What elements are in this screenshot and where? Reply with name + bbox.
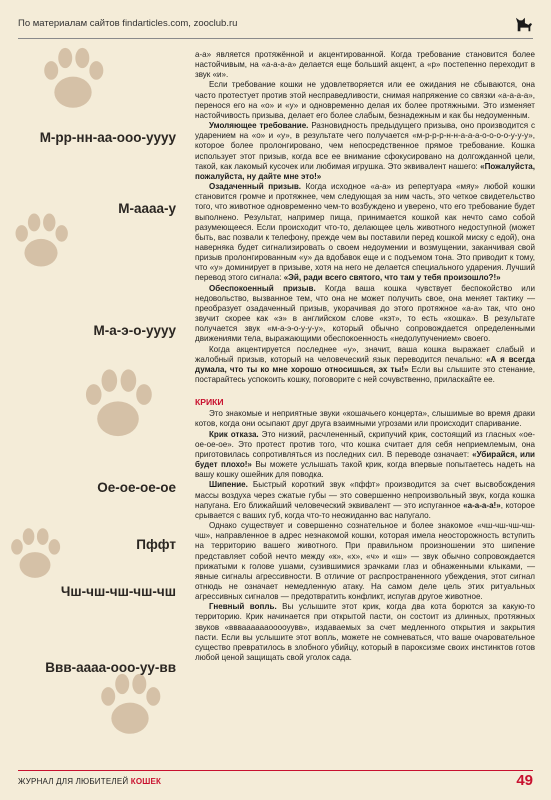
subsection-title: Шипение. [209, 480, 248, 490]
article-paragraph: Гневный вопль. Вы услышите этот крик, когда два кота борются за какую-то территорию. Крик начинается при открытой пасти, он состоит из длинных, протяжных звуков «вввааааааооооуувв», издаваемых за счет медленного открытия и закрытия пасти. Если вы услышите этот вопль, можете не сомневаться, что ваше очаровательное существо превратилось в злобного убийцу, который в пароксизме своих инстинктов готов любой ценой защищать свой уголок сада. [195, 602, 535, 663]
article-paragraph: Это знакомые и неприятные звуки «кошачьего концерта», слышимые во время драки котов, когда они осыпают друг друга взаимными угрозами или происходит спаривание. [195, 409, 535, 429]
article-paragraph: Если требование кошки не удовлетворяется или ее ожидания не сбываются, она часто протестует против этой несправедливости, снимая напряжение со связки «а-а-а-а», перенося его на «о» и «у» и одновременно делая их более протяжными. Это изменяет настойчивость призыва, делает его более слабым, безнадежным и как бы недоуменным. [195, 80, 535, 120]
article-body [195, 50, 535, 663]
subsection-title: Умоляющее требование. [209, 121, 309, 131]
page-number: 49 [516, 772, 533, 789]
article-paragraph: Обеспокоенный призыв. Когда ваша кошка чувствует беспокойство или недовольство, вызванное тем, что она не может получить свое, она меняет тактику — преобразует озадаченный призыв, укорачивая до этого протяжное «а-а» так, что оно звучит скорее как «э» в английском слове «кэт», то есть «кошка». В результате получается звук «м-а-э-о-у-у-у», который обычно сопровождается определенными движениями тела, выражающими обеспокоенность «недолупучением» своего. [195, 283, 535, 344]
article-paragraph: Умоляющее требование. Разновидность предыдущего призыва, оно производится с ударением на «о» и «у», в результате чего получается «м-р-р-р-н-н-а-а-а-о-о-о-о-у-у-у», которое более пролонгировано, чем непосредственное прямое требование. Кошка использует этот призыв, когда все ее внимание сфокусировано на долгожданной цели, такой, как лакомый кусочек или любимая игрушка. Это эквивалент нашего: «Пожалуйста, пожалуйста, ну дайте мне это!» [195, 121, 535, 181]
subsection-title: Обеспокоенный призыв. [209, 283, 316, 293]
page-footer [18, 770, 533, 793]
cat-silhouette-icon [515, 15, 533, 33]
sound-label: Пффт [136, 537, 176, 552]
sound-label: Чш-чш-чш-чш-чш [60, 584, 176, 599]
section-heading: КРИКИ [195, 397, 224, 408]
paw-print-icon [90, 670, 170, 740]
article-paragraph: Когда акцентируется последнее «у», значит, ваша кошка выражает слабый и жалобный призыв, который на человеческий язык переводится печально: «А я всегда думала, что ты ко мне хорошо относишься, эх ты!» Если вы слышите это стенание, постарайтесь успокоить кошку, поговорите с ней сочувственно, приласкайте ее. [195, 344, 535, 384]
sound-sidebar [0, 40, 182, 760]
article-paragraph: Однако существует и совершенно сознательное и более знакомое «чш-чш-чш-чш-чш», направленное в адрес незнакомой кошки, которая имела неосторожность вступить на территорию вашего животного. При правильном произношении это шипение представляет собой нечто между «к», «х», «ч» и «ш» — звук обычно сопровождается прижатыми к голове ушами, сузившимися зрачками глаз и обнаженными клыками, — явные сигналы агрессивности. В отличие от распространенного убеждения, этот сигнал отнюдь не означает немедленную атаку. На самом деле цель этих ритуальных агрессивных сигналов — предотвратить конфликт, испугав другое животное. [195, 521, 535, 602]
subsection-title: Крик отказа. [209, 429, 259, 439]
sound-label: Ввв-аааа-ооо-уу-вв [45, 660, 176, 675]
quote: «А я всегда думала, что ты ко мне хорошо относишься, эх ты!» [195, 354, 535, 374]
paw-print-icon [2, 525, 68, 583]
sound-label: М-рр-нн-аа-ооо-уууу [39, 130, 176, 145]
subsection-title: Озадаченный призыв. [209, 182, 302, 192]
subsection-title: Гневный вопль. [209, 602, 277, 612]
quote: «Убирайся, или будет плохо!» [195, 449, 536, 470]
quote: «Эй, ради всего святого, что там у тебя произошло?!» [283, 273, 501, 283]
article-paragraph: Крик отказа. Это низкий, расчлененный, скрипучий крик, состоящий из гласных «ое-ое-ое-ое». Это протест против того, что кошка считает для себя неприемлемым, она приготовилась сопротивляться из последних сил. В переводе означает: «Убирайся, или будет плохо!» Вы можете услышать такой крик, когда впервые попытаетесь надеть на вашу кошку ошейник для поводка. [195, 429, 536, 480]
magazine-brand: КОШЕК [130, 777, 162, 786]
quote: «а-а-а-а!» [463, 500, 501, 510]
article-paragraph: Шипение. Быстрый короткий звук «пффт» производится за счет высвобождения массы воздуха через сжатые губы — это совершенно непроизвольный звук, когда кошка напугана. Его ближайший человеческий эквивалент — это испуганное «а-а-а-а!», которое срывается с ваших губ, когда что-то неожиданно вас напугало. [195, 480, 535, 520]
paw-print-icon [6, 210, 76, 272]
magazine-title: ЖУРНАЛ ДЛЯ ЛЮБИТЕЛЕЙ КОШЕК [18, 777, 162, 786]
sound-label: Ое-ое-ое-ое [97, 480, 176, 495]
page-header [18, 12, 533, 39]
sound-label: М-аааа-у [118, 201, 176, 216]
article-paragraph: а-а» является протяжённой и акцентированной. Когда требование становится более настойчивым, на «а-а-а-а» делается еще больший акцент, а «р» постепенно переходит в звук «и». [195, 50, 535, 80]
quote: «Пожалуйста, пожалуйста, ну дайте мне это!» [195, 161, 535, 181]
paw-print-icon [74, 365, 162, 443]
sound-label: М-а-э-о-уууу [93, 323, 176, 338]
article-paragraph: Озадаченный призыв. Когда исходное «а-а» из репертуара «мяу» любой кошки становится громче и протяжнее, чем следующая за ним часть, это четкое свидетельство того, что животное одновременно чем-то возбуждено и уверено, что его требование будет выполнено. Результат, например пища, принимается кошкой как нечто само собой разумеющееся. Если происходит что-то, делающее цель животного недоступной (может быть, вас позвали к телефону, прежде чем вы поставили перед кошкой миску с едой), она наверняка будет сигнализировать о своем недоумении и возмущении, заканчивая свой призыв пролонгированным «у» да вдобавок еще и с подъемом тона. Это приводит к тому, что «у» доминирует в призыве, хотя на него не делается специального ударения. Лучший перевод этого сигнала: «Эй, ради всего святого, что там у тебя произошло?!» [195, 182, 535, 283]
source-credit: По материалам сайтов findarticles.com, zooclub.ru [18, 18, 238, 29]
paw-print-icon [34, 44, 112, 114]
